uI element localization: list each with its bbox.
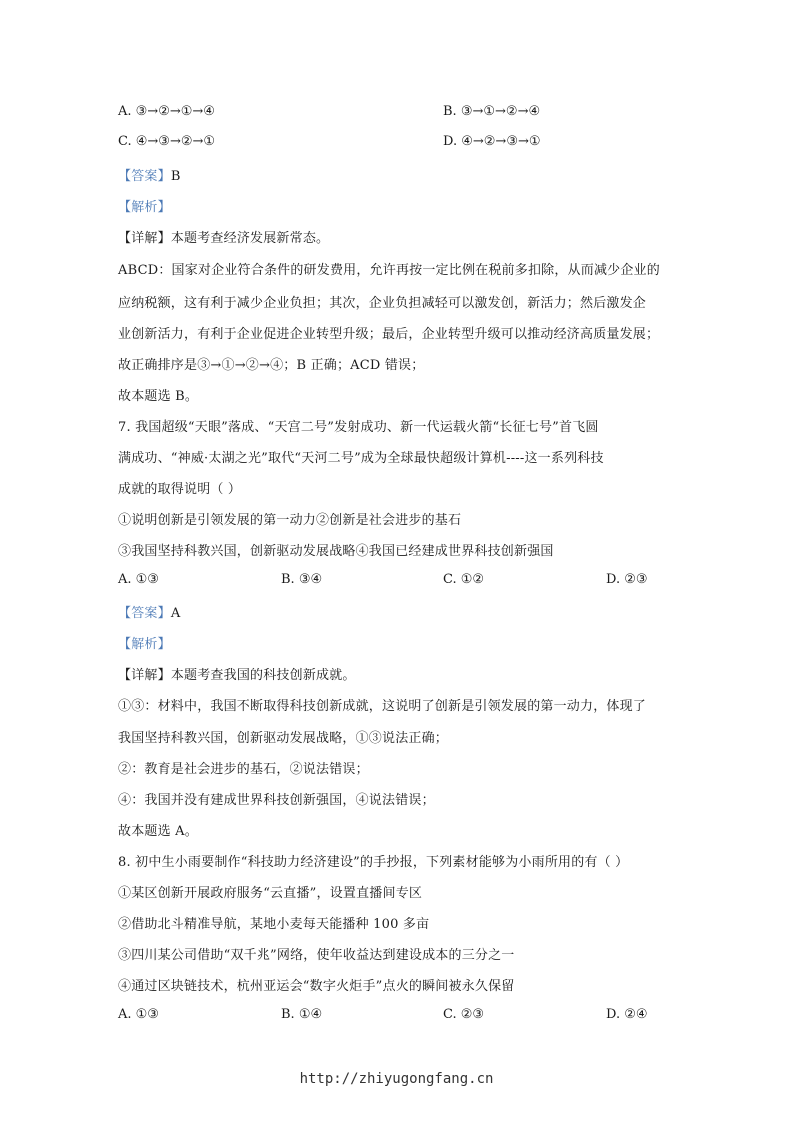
q6-explanation-line: 故正确排序是③→①→②→④；B 正确；ACD 错误；: [118, 358, 425, 373]
q7-statement: ③我国坚持科教兴国，创新驱动发展战略④我国已经建成世界科技创新强国: [118, 544, 554, 559]
analysis-tag: 【解析】: [118, 200, 171, 215]
q8-option-d: D. ②④: [606, 1007, 648, 1022]
q8-option-b: B. ①④: [281, 1007, 323, 1022]
q7-explanation-line: ④：我国并没有建成世界科技创新强国，④说法错误；: [118, 793, 435, 808]
q6-answer: [118, 165, 181, 184]
q8-stem: 8. 初中生小雨要制作“科技助力经济建设”的手抄报，下列素材能够为小雨所用的有（ ）: [118, 855, 629, 870]
q8-statement: ②借助北斗精准导航，某地小麦每天能播种 100 多亩: [118, 917, 430, 932]
q7-explanation-line: 我国坚持科教兴国，创新驱动发展战略，①③说法正确；: [118, 731, 449, 746]
q6-option-d: D. ④→②→③→①: [443, 134, 541, 149]
q7-option-d: D. ②③: [606, 572, 648, 587]
answer-value: A: [170, 606, 181, 621]
detail-text: 本题考查我国的科技创新成就。: [170, 668, 356, 683]
q8-statement: ①某区创新开展政府服务“云直播”，设置直播间专区: [118, 886, 423, 901]
q7-analysis-tag: [118, 633, 171, 652]
q7-detail: [118, 664, 356, 683]
q6-explanation-line: ABCD：国家对企业符合条件的研发费用，允许再按一定比例在税前多扣除，从而减少企业的: [118, 263, 660, 278]
q6-explanation-line: 应纳税额，这有利于减少企业负担；其次，企业负担减轻可以激发创，新活力；然后激发企: [118, 296, 647, 311]
footer-url: http://zhiyugongfang.cn: [299, 1071, 494, 1087]
q6-option-a: A. ③→②→①→④: [118, 104, 215, 119]
q7-statement: ①说明创新是引领发展的第一动力②创新是社会进步的基石: [118, 513, 462, 528]
q7-option-c: C. ①②: [443, 572, 485, 587]
detail-tag: 【详解】: [118, 668, 171, 683]
q7-option-b: B. ③④: [281, 572, 323, 587]
analysis-tag: 【解析】: [118, 637, 171, 652]
q6-option-c: C. ④→③→②→①: [118, 134, 216, 149]
q7-stem-line: 成就的取得说明（ ）: [118, 482, 242, 497]
q8-statement: ④通过区块链技术，杭州亚运会“数字火炬手”点火的瞬间被永久保留: [118, 979, 515, 994]
q6-explanation-line: 业创新活力，有利于企业促进企业转型升级；最后，企业转型升级可以推动经济高质量发展；: [118, 327, 660, 342]
q7-stem-line: 7. 我国超级“天眼”落成、“天宫二号”发射成功、新一代运载火箭“长征七号”首飞圆: [118, 420, 599, 435]
answer-tag: 【答案】: [118, 606, 171, 621]
q8-option-a: A. ①③: [118, 1007, 159, 1022]
detail-text: 本题考查经济发展新常态。: [170, 231, 330, 246]
q7-explanation-line: ②：教育是社会进步的基石，②说法错误；: [118, 762, 369, 777]
q7-explanation-line: ①③：材料中，我国不断取得科技创新成就，这说明了创新是引领发展的第一动力，体现了: [118, 699, 647, 714]
q7-option-a: A. ①③: [118, 572, 159, 587]
detail-tag: 【详解】: [118, 231, 171, 246]
q8-statement: ③四川某公司借助“双千兆”网络，使年收益达到建设成本的三分之一: [118, 948, 515, 963]
q6-option-b: B. ③→①→②→④: [443, 104, 541, 119]
q7-explanation-line: 故本题选 A。: [118, 824, 198, 839]
answer-tag: 【答案】: [118, 169, 171, 184]
q8-option-c: C. ②③: [443, 1007, 485, 1022]
q6-analysis-tag: [118, 196, 171, 215]
q7-stem-line: 满成功、“神威·太湖之光”取代“天河二号”成为全球最快超级计算机----这一系列科技: [118, 451, 604, 466]
q6-detail: [118, 227, 329, 246]
answer-value: B: [170, 169, 181, 184]
q6-explanation-line: 故本题选 B。: [118, 389, 199, 404]
q7-answer: [118, 602, 180, 621]
